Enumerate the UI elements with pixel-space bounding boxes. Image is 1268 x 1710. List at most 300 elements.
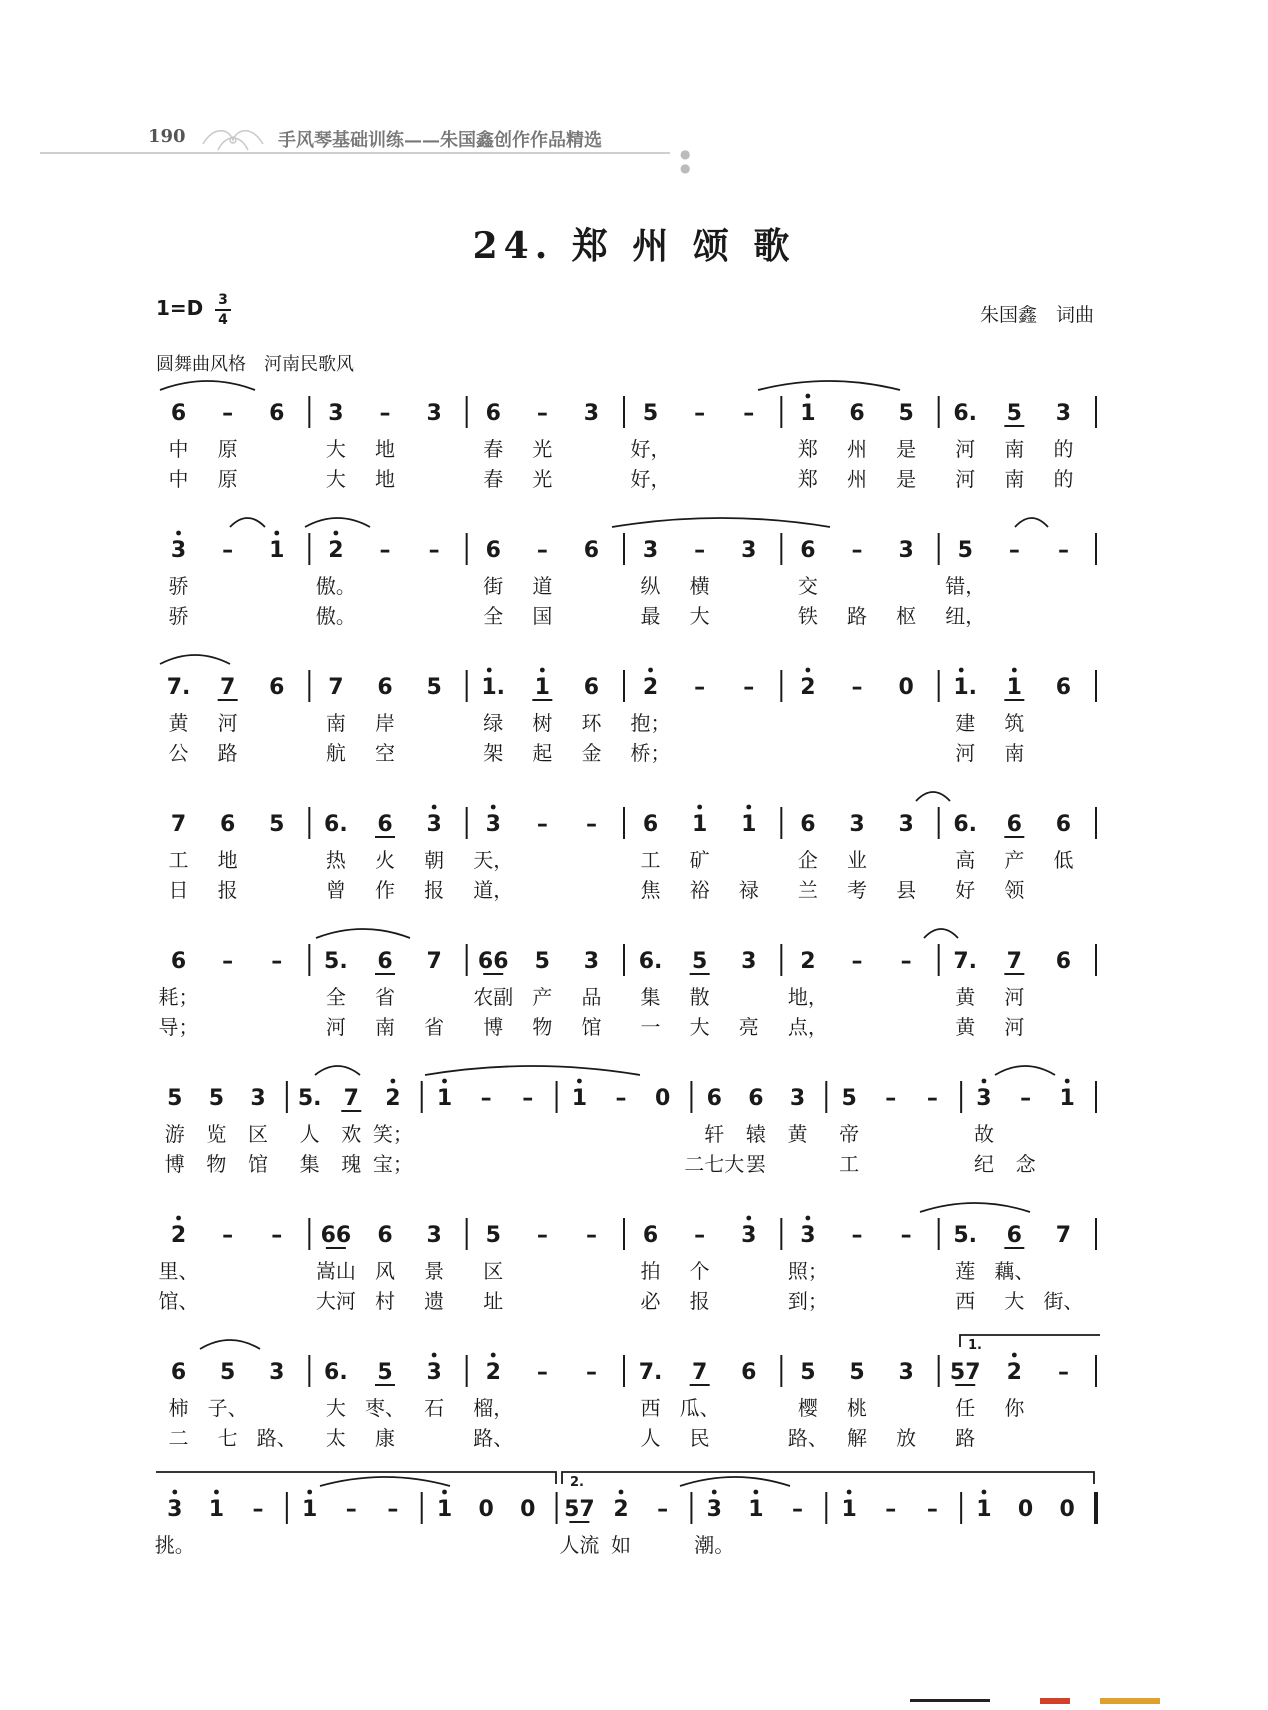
note: 6 xyxy=(583,538,600,563)
lyric-verse2: 大 xyxy=(325,467,346,491)
lyric-verse2: 路、 xyxy=(473,1426,514,1450)
lyric-verse2: 民 xyxy=(689,1426,710,1450)
note: 1 xyxy=(302,1497,318,1522)
lyric-verse2: 铁 xyxy=(797,604,818,628)
note: 57 xyxy=(564,1497,595,1522)
note: 1 xyxy=(269,538,285,563)
note: 0 xyxy=(1059,1497,1075,1522)
note: 5 xyxy=(849,1360,865,1385)
lyric-verse2: 河 xyxy=(955,741,976,765)
note: 0 xyxy=(478,1497,494,1522)
lyric-verse2: 架 xyxy=(483,741,504,765)
lyric-verse1: 农副 xyxy=(473,985,514,1009)
note: 3 xyxy=(898,1360,914,1385)
note: 5 xyxy=(841,1086,857,1111)
note: – xyxy=(536,538,548,563)
lyric-verse2: 傲。 xyxy=(315,604,356,628)
lyric-verse2: 报 xyxy=(689,1289,710,1313)
high-octave-dot xyxy=(333,531,338,536)
note: – xyxy=(222,949,234,974)
lyric-verse2: 纪 xyxy=(973,1152,994,1176)
lyric-verse2: 国 xyxy=(532,604,553,628)
note: – xyxy=(851,1223,863,1248)
note: 7 xyxy=(343,1086,359,1111)
lyric-verse2: 起 xyxy=(532,741,553,765)
slur xyxy=(160,381,255,390)
lyric-verse2: 禄 xyxy=(738,878,759,902)
lyric-verse1: 好， xyxy=(630,437,671,461)
lyric-verse1: 黄 xyxy=(955,985,976,1009)
lyric-verse1: 中 xyxy=(168,437,189,461)
page-number: 190 xyxy=(148,126,186,147)
lyric-verse1: 光 xyxy=(532,437,553,461)
note: 1 xyxy=(741,812,757,837)
note: 6 xyxy=(583,675,600,700)
lyric-verse2: 西 xyxy=(955,1289,976,1313)
lyric-verse1: 矿 xyxy=(689,848,710,872)
lyric-verse1: 横 xyxy=(689,574,710,598)
note: – xyxy=(536,1223,548,1248)
high-octave-dot xyxy=(746,1216,751,1221)
time-numerator: 3 xyxy=(218,292,228,308)
note: 3 xyxy=(269,1360,285,1385)
lyric-verse2: 宝； xyxy=(372,1152,413,1176)
note: 0 xyxy=(654,1086,671,1111)
note: 6. xyxy=(638,949,663,974)
note: 2 xyxy=(170,1223,187,1248)
lyric-verse2: 骄 xyxy=(168,604,189,628)
note: – xyxy=(851,538,863,563)
lyric-verse2: 必 xyxy=(640,1289,661,1313)
high-octave-dot xyxy=(307,1490,312,1495)
note: 3 xyxy=(849,812,865,837)
lyric-verse1: 西 xyxy=(640,1396,661,1420)
lyric-verse1: 天， xyxy=(473,848,514,872)
lyric-verse2: 河 xyxy=(1004,1015,1025,1039)
note: – xyxy=(694,1223,706,1248)
lyric-verse1: 抱； xyxy=(630,711,671,735)
lyric-verse2: 址 xyxy=(483,1289,504,1313)
note: 1 xyxy=(748,1497,764,1522)
lyric-verse1: 榴， xyxy=(473,1396,514,1420)
note: 7 xyxy=(170,812,187,837)
note: 3 xyxy=(1055,401,1072,426)
note: 6. xyxy=(953,812,978,837)
lyric-verse2: 大 xyxy=(689,604,710,628)
note: 2 xyxy=(800,675,816,700)
note: – xyxy=(743,675,755,700)
lyric-verse1: 集 xyxy=(640,985,661,1009)
note: 3 xyxy=(741,1223,757,1248)
high-octave-dot xyxy=(753,1490,758,1495)
high-octave-dot xyxy=(982,1079,987,1084)
lyric-verse2: 地 xyxy=(375,467,395,491)
lyric-verse1: 朝 xyxy=(424,848,445,872)
slur xyxy=(916,792,950,801)
lyric-verse2: 南 xyxy=(375,1015,395,1039)
note: 3 xyxy=(583,401,600,426)
slur xyxy=(1015,518,1048,527)
note: 6 xyxy=(377,949,393,974)
lyric-verse1: 区 xyxy=(483,1259,504,1283)
lyric-verse1: 环 xyxy=(581,711,602,735)
note: – xyxy=(851,675,863,700)
note: 5 xyxy=(220,1360,236,1385)
lyric-verse2: 遗 xyxy=(424,1289,445,1313)
high-octave-dot xyxy=(442,1079,447,1084)
note: 3 xyxy=(485,812,501,837)
note: – xyxy=(379,401,391,426)
lyric-verse1: 大 xyxy=(325,1396,346,1420)
note: 0 xyxy=(1017,1497,1034,1522)
note: – xyxy=(900,1223,912,1248)
lyric-verse1: 藕、 xyxy=(994,1259,1035,1283)
lyric-verse1: 照； xyxy=(787,1259,828,1283)
note: 5. xyxy=(297,1086,322,1111)
lyric-verse1: 纵 xyxy=(640,574,661,598)
volta-label-1: 1. xyxy=(968,1338,982,1353)
note: 5. xyxy=(953,1223,978,1248)
lyric-verse1: 岸 xyxy=(375,711,395,735)
lyric-verse2: 村 xyxy=(375,1289,395,1313)
lyric-verse2: 亮 xyxy=(738,1015,759,1039)
note: 0 xyxy=(520,1497,536,1522)
lyric-verse2: 裕 xyxy=(689,878,710,902)
lyric-verse2: 念 xyxy=(1015,1152,1036,1176)
lyric-verse2: 七 xyxy=(217,1426,238,1450)
high-octave-dot xyxy=(176,1216,181,1221)
note: 1. xyxy=(481,675,506,700)
note: 1. xyxy=(953,675,978,700)
note: 6 xyxy=(642,1223,659,1248)
note: 6 xyxy=(377,812,393,837)
lyric-verse1: 枣、 xyxy=(365,1396,405,1420)
lyric-verse2: 焦 xyxy=(640,878,661,902)
lyric-verse2: 南 xyxy=(1004,741,1025,765)
note: 6 xyxy=(269,401,285,426)
lyric-verse2: 二七大 xyxy=(684,1152,745,1176)
note: – xyxy=(585,1360,597,1385)
book-title: 手风琴基础训练——朱国鑫创作作品精选 xyxy=(278,130,602,151)
note: 7 xyxy=(328,675,344,700)
lyric-verse1: 欢 xyxy=(341,1122,362,1146)
lyric-verse2: 馆 xyxy=(248,1152,269,1176)
lyric-verse1: 全 xyxy=(325,985,346,1009)
lyric-verse1: 街 xyxy=(483,574,504,598)
note: 2 xyxy=(485,1360,501,1385)
note: 1 xyxy=(1059,1086,1075,1111)
slur xyxy=(315,1066,360,1075)
lyric-verse1: 业 xyxy=(847,848,867,872)
lyric-verse1: 高 xyxy=(955,848,976,872)
note: 6 xyxy=(1055,675,1072,700)
slur xyxy=(758,381,900,390)
lyric-verse1: 树 xyxy=(532,711,553,735)
lyric-verse1: 樱 xyxy=(797,1396,818,1420)
note: 5 xyxy=(800,1360,816,1385)
high-octave-dot xyxy=(1065,1079,1070,1084)
note: 6 xyxy=(1006,1223,1022,1248)
note: – xyxy=(743,401,755,426)
high-octave-dot xyxy=(1012,1353,1017,1358)
note: 7. xyxy=(638,1360,663,1385)
note: 6 xyxy=(485,538,501,563)
note: – xyxy=(694,538,706,563)
note: – xyxy=(694,675,706,700)
lyric-verse1: 绿 xyxy=(483,711,504,735)
slur xyxy=(612,518,830,527)
note: 1 xyxy=(976,1497,992,1522)
lyric-verse1: 故 xyxy=(973,1122,994,1146)
note: – xyxy=(851,949,863,974)
note: 5 xyxy=(269,812,285,837)
slur xyxy=(995,1066,1055,1075)
note: – xyxy=(222,401,234,426)
note: 5 xyxy=(426,675,442,700)
note: 6 xyxy=(170,401,187,426)
lyric-verse2: 路、 xyxy=(787,1426,828,1450)
note: 5 xyxy=(485,1223,501,1248)
lyric-verse2: 中 xyxy=(168,467,189,491)
high-octave-dot xyxy=(959,668,964,673)
lyric-verse1: 人 xyxy=(299,1122,320,1146)
note: 6 xyxy=(269,675,285,700)
lyric-verse2: 报 xyxy=(217,878,238,902)
note: 6 xyxy=(800,812,816,837)
note: – xyxy=(522,1086,534,1111)
lyric-verse2: 日 xyxy=(168,878,189,902)
note: – xyxy=(1057,1360,1069,1385)
lyric-verse2: 物 xyxy=(206,1152,227,1176)
lyric-verse1: 原 xyxy=(217,437,238,461)
lyric-verse1: 错， xyxy=(945,574,986,598)
lyric-verse1: 如 xyxy=(611,1533,631,1557)
lyric-verse2: 一 xyxy=(640,1015,661,1039)
note: 5 xyxy=(642,401,659,426)
lyric-verse1: 热 xyxy=(325,848,346,872)
note: 5 xyxy=(692,949,708,974)
high-octave-dot xyxy=(805,1216,810,1221)
note: 6 xyxy=(377,1223,393,1248)
lyric-verse2: 路、 xyxy=(256,1426,297,1450)
high-octave-dot xyxy=(274,531,279,536)
slur xyxy=(305,518,370,527)
lyric-verse2: 最 xyxy=(640,604,661,628)
lyric-verse2: 河 xyxy=(955,467,976,491)
lyric-verse2: 兰 xyxy=(797,878,818,902)
slur xyxy=(425,1066,640,1075)
high-octave-dot xyxy=(805,394,810,399)
lyric-verse2: 考 xyxy=(847,878,867,902)
lyric-verse1: 企 xyxy=(797,848,818,872)
lyric-verse1: 瓜、 xyxy=(679,1396,720,1420)
lyric-verse2: 馆 xyxy=(581,1015,602,1039)
note: – xyxy=(345,1497,357,1522)
note: 6 xyxy=(1055,812,1072,837)
lyric-verse1: 风 xyxy=(375,1259,395,1283)
lyric-verse2: 好 xyxy=(955,878,976,902)
note: 2 xyxy=(1006,1360,1022,1385)
lyric-verse2: 河 xyxy=(325,1015,346,1039)
lyric-verse2: 空 xyxy=(375,741,395,765)
note: 6 xyxy=(220,812,236,837)
lyric-verse1: 产 xyxy=(1004,848,1025,872)
lyric-verse1: 散 xyxy=(689,985,710,1009)
lyric-verse1: 地， xyxy=(787,985,828,1009)
lyric-verse1: 大 xyxy=(325,437,346,461)
note: – xyxy=(222,538,234,563)
note: – xyxy=(791,1497,803,1522)
lyric-verse2: 黄 xyxy=(955,1015,976,1039)
lyric-verse1: 南 xyxy=(1004,437,1025,461)
note: 2 xyxy=(385,1086,401,1111)
note: – xyxy=(271,949,283,974)
lyric-verse1: 里、 xyxy=(158,1259,199,1283)
lyric-verse2: 二 xyxy=(168,1426,189,1450)
note: 1 xyxy=(692,812,708,837)
note: 6 xyxy=(170,949,187,974)
lyric-verse2: 的 xyxy=(1053,467,1074,491)
lyric-verse2: 馆、 xyxy=(158,1289,199,1313)
note: – xyxy=(1008,538,1020,563)
note: 2 xyxy=(800,949,816,974)
note: 6 xyxy=(706,1086,722,1111)
note: 6 xyxy=(642,812,659,837)
note: 1 xyxy=(571,1086,588,1111)
note: 6 xyxy=(800,538,816,563)
lyric-verse2: 纽， xyxy=(945,604,986,628)
lyric-verse2: 街、 xyxy=(1043,1289,1084,1313)
lyric-verse2: 南 xyxy=(1004,467,1025,491)
note: 5 xyxy=(208,1086,225,1111)
lyric-verse2: 航 xyxy=(325,741,346,765)
slur xyxy=(920,1203,1030,1212)
lyric-verse1: 是 xyxy=(896,437,917,461)
note: – xyxy=(900,949,912,974)
lyric-verse2: 领 xyxy=(1004,878,1025,902)
lyric-verse2: 物 xyxy=(532,1015,553,1039)
high-octave-dot xyxy=(577,1079,582,1084)
note: – xyxy=(885,1497,897,1522)
high-octave-dot xyxy=(712,1490,717,1495)
note: – xyxy=(926,1497,938,1522)
lyric-verse2: 报 xyxy=(424,878,445,902)
lyric-verse1: 工 xyxy=(640,848,661,872)
lyric-verse1: 轩 xyxy=(704,1122,725,1146)
lyric-verse1: 品 xyxy=(581,985,602,1009)
header-dots: ● ● xyxy=(680,147,691,175)
lyric-verse1: 区 xyxy=(248,1122,269,1146)
note: – xyxy=(536,1360,548,1385)
high-octave-dot xyxy=(746,805,751,810)
volta-label-2: 2. xyxy=(570,1475,584,1490)
high-octave-dot xyxy=(540,668,545,673)
author-credit: 朱国鑫 词曲 xyxy=(979,304,1094,326)
lyric-verse2: 道， xyxy=(473,878,514,902)
high-octave-dot xyxy=(648,668,653,673)
lyric-verse1: 工 xyxy=(168,848,189,872)
lyric-verse1: 桃 xyxy=(847,1396,867,1420)
high-octave-dot xyxy=(619,1490,624,1495)
note: 5 xyxy=(534,949,550,974)
lyric-verse2: 全 xyxy=(483,604,504,628)
note: 2 xyxy=(613,1497,629,1522)
note: 6. xyxy=(324,812,348,837)
high-octave-dot xyxy=(487,668,492,673)
lyric-verse1: 产 xyxy=(532,985,553,1009)
high-octave-dot xyxy=(442,1490,447,1495)
lyric-verse2: 路 xyxy=(955,1426,976,1450)
note: 6 xyxy=(849,401,865,426)
note: – xyxy=(926,1086,938,1111)
note: 1 xyxy=(534,675,550,700)
lyric-verse2: 春 xyxy=(483,467,504,491)
lyric-verse1: 景 xyxy=(424,1259,445,1283)
note: 3 xyxy=(426,401,442,426)
lyric-verse2: 太 xyxy=(325,1426,346,1450)
note: 7 xyxy=(692,1360,708,1385)
lyric-verse1: 地 xyxy=(375,437,395,461)
lyric-verse2: 公 xyxy=(168,741,189,765)
lyric-verse2: 县 xyxy=(896,878,917,902)
note: 3 xyxy=(426,1223,442,1248)
lyric-verse1: 州 xyxy=(847,437,867,461)
lyric-verse2: 康 xyxy=(375,1426,395,1450)
lyric-verse1: 柿 xyxy=(168,1396,189,1420)
lyric-verse2: 作 xyxy=(375,878,395,902)
style-note: 圆舞曲风格 河南民歌风 xyxy=(156,354,354,375)
lyric-verse1: 耗； xyxy=(158,985,199,1009)
lyric-verse2: 光 xyxy=(532,467,553,491)
note: 6. xyxy=(324,1360,348,1385)
lyric-verse2: 人 xyxy=(640,1426,661,1450)
note: 7. xyxy=(166,675,191,700)
note: – xyxy=(1057,538,1069,563)
lyric-verse2: 集 xyxy=(299,1152,320,1176)
lyric-verse2: 路 xyxy=(847,604,867,628)
lyric-verse2: 州 xyxy=(847,467,867,491)
note: 3 xyxy=(789,1086,806,1111)
note: – xyxy=(252,1497,264,1522)
lyric-verse1: 任 xyxy=(955,1396,976,1420)
note: 3 xyxy=(800,1223,816,1248)
slur xyxy=(316,929,410,938)
high-octave-dot xyxy=(982,1490,987,1495)
lyric-verse1: 建 xyxy=(955,711,976,735)
lyric-verse2: 路 xyxy=(217,741,238,765)
lyric-verse1: 人流 xyxy=(559,1533,600,1557)
lyric-verse1: 道 xyxy=(532,574,553,598)
lyric-verse2: 博 xyxy=(483,1015,504,1039)
lyric-verse1: 春 xyxy=(483,437,504,461)
note: 6 xyxy=(377,675,393,700)
note: 0 xyxy=(898,675,914,700)
lyric-verse2: 导； xyxy=(158,1015,199,1039)
lyric-verse2: 工 xyxy=(839,1152,860,1176)
note: 1 xyxy=(841,1497,857,1522)
lyric-verse1: 游 xyxy=(164,1122,185,1146)
note: 1 xyxy=(800,401,816,426)
lyric-verse1: 的 xyxy=(1053,437,1074,461)
note: – xyxy=(885,1086,897,1111)
note: 5 xyxy=(1006,401,1022,426)
lyric-verse1: 拍 xyxy=(640,1259,661,1283)
high-octave-dot xyxy=(491,805,496,810)
note: 5 xyxy=(167,1086,183,1111)
lyric-verse2: 瑰 xyxy=(341,1152,362,1176)
key-signature: 1=D xyxy=(156,296,204,320)
lyric-verse1: 交 xyxy=(797,574,818,598)
